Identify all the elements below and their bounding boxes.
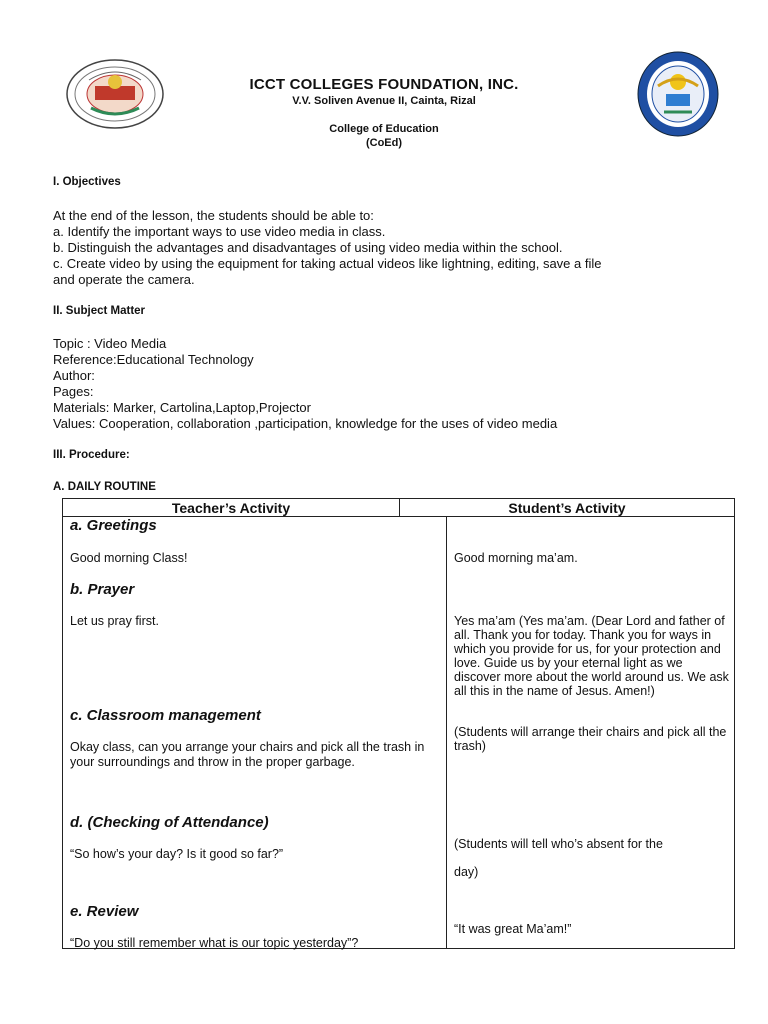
subject-matter-body [53,336,733,432]
student-greeting: Good morning ma’am. [454,551,578,565]
pages-line: Pages: [53,384,94,399]
teacher-classroom-instruction: Okay class, can you arrange your chairs and pick all the trash in your surroundings and throw in the proper garbage. [70,740,425,769]
student-prayer: Yes ma’am (Yes ma’am. (Dear Lord and father of all. Thank you for today. Thank you for ways in which you provide for us, for your protection and love. Guide us by your eternal light as we discover more about the world around us. We ask all this in the name of Jesus. Amen!) [454,614,729,698]
review-heading: e. Review [70,903,139,920]
prayer-heading: b. Prayer [70,581,135,598]
objective-item: and operate the camera. [53,272,195,287]
student-review-response: “It was great Ma’am!” [454,922,572,936]
greetings-heading: a. Greetings [70,517,157,534]
objectives-heading: I. Objectives [53,176,121,188]
objective-item: b. Distinguish the advantages and disadvantages of using video media within the school. [53,240,563,255]
teacher-attendance-question: “So how’s your day? Is it good so far?” [70,847,284,861]
objective-item: c. Create video by using the equipment for taking actual videos like lightning, editing, save a file [53,256,602,271]
teacher-greeting: Good morning Class! [70,551,188,565]
student-attendance-response-cont: day) [454,865,479,879]
teacher-review-question: “Do you still remember what is our topic yesterday”? [70,936,359,950]
objectives-body [53,208,733,288]
attendance-heading: d. (Checking of Attendance) [70,814,269,831]
icct-seal-logo [65,58,165,130]
column-divider [446,517,447,948]
topic-line: Topic : Video Media [53,336,167,351]
classroom-management-heading: c. Classroom management [70,707,261,724]
procedure-heading: III. Procedure: [53,449,130,461]
daily-routine-heading: A. DAILY ROUTINE [53,481,156,493]
reference-line: Reference:Educational Technology [53,352,254,367]
teacher-prayer: Let us pray first. [70,614,159,628]
institution-address: V.V. Soliven Avenue II, Cainta, Rizal [292,95,476,107]
objective-item: a. Identify the important ways to use video media in class. [53,224,386,239]
routine-body [63,517,735,949]
materials-line: Materials: Marker, Cartolina,Laptop,Projector [53,400,311,415]
institution-name: ICCT COLLEGES FOUNDATION, INC. [249,76,519,93]
objectives-intro: At the end of the lesson, the students should be able to: [53,208,374,223]
student-activity-header: Student’s Activity [400,499,735,517]
college-abbr: (CoEd) [365,137,403,149]
daily-routine-table [62,498,735,949]
teacher-activity-header: Teacher’s Activity [63,499,400,517]
student-attendance-response: (Students will tell who’s absent for the [454,837,663,851]
college-name: College of Education [329,123,439,135]
student-classroom-response: (Students will arrange their chairs and pick all the trash) [454,725,727,753]
author-line: Author: [53,368,95,383]
values-line: Values: Cooperation, collaboration ,participation, knowledge for the uses of video media [53,416,558,431]
subject-matter-heading: II. Subject Matter [53,305,146,317]
